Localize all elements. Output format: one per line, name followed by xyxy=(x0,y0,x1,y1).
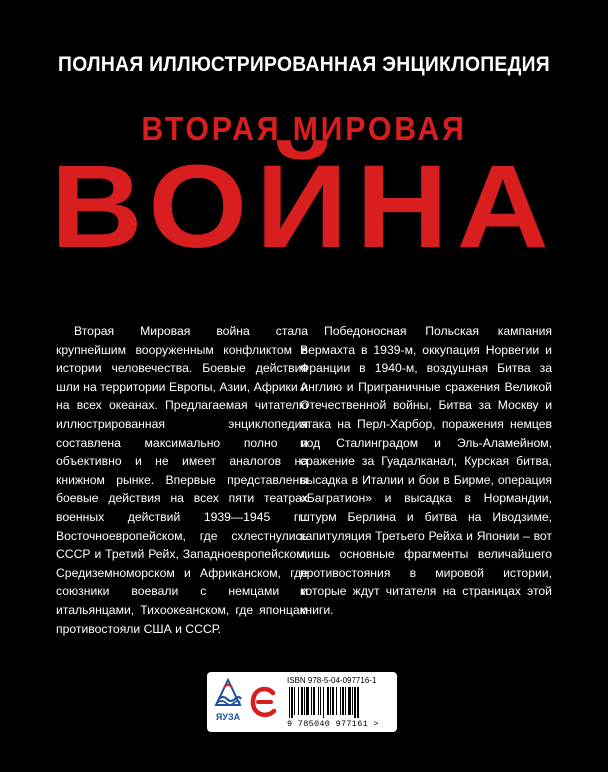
barcode-bar xyxy=(291,687,293,718)
barcode-bar xyxy=(330,687,331,715)
barcode-bar xyxy=(306,687,309,715)
barcode-bar xyxy=(348,687,351,715)
barcode-bar xyxy=(318,687,319,715)
barcode-bar xyxy=(294,687,295,715)
barcode-bar xyxy=(304,687,305,715)
barcode-bar xyxy=(311,687,312,715)
isbn-badge xyxy=(207,672,397,732)
barcode-bar xyxy=(289,687,290,718)
barcode-bar xyxy=(320,687,321,715)
barcode-bar xyxy=(301,687,303,715)
cover-subtitle: ВТОРАЯ МИРОВАЯ xyxy=(141,110,467,147)
yauza-logo-icon xyxy=(213,677,243,727)
barcode-digits: 9 785040 977161 > xyxy=(287,719,379,729)
blurb-left-column: Вторая Мировая война стала крупнейшим вооруженным конфликтом в истории человечества. Боевые действия шли на территории Европы, Азии, Африки и на всех океанах. Предлагаемая читателю иллюстрированная энциклопедия составлена максимально полно и объективно и не имеет аналогов на книжном рынке. Впервые представлены боевые действия на всех пяти театрах военных действий 1939—1945 гг.: Восточноевропейском, где схлестнулись СССР и Третий Рейх, Западноевропейском, Средиземноморском и Африканском, где союзники воевали с немцами и итальянцами, Тихоокеанском, где японцам противостояли США и СССР. xyxy=(56,324,308,636)
barcode-bar xyxy=(298,687,299,715)
barcode-bar xyxy=(323,687,324,718)
barcode-bar xyxy=(332,687,334,715)
series-title: ПОЛНАЯ ИЛЛЮСТРИРОВАННАЯ ЭНЦИКЛОПЕДИЯ xyxy=(58,53,550,76)
eksmo-e-logo-icon xyxy=(249,684,279,720)
barcode-bar xyxy=(313,687,315,715)
barcode-bar xyxy=(354,687,356,718)
barcode-bar xyxy=(336,687,337,715)
barcode-bar xyxy=(342,687,344,715)
barcode-bar xyxy=(352,687,353,715)
yauza-logo-text: ЯУЗА xyxy=(215,712,241,722)
barcode-bar xyxy=(340,687,341,715)
isbn-number: ISBN 978-5-04-097716-1 xyxy=(287,676,377,685)
blurb-right-column: Победоносная Польская кампания Вермахта в 1939-м, оккупация Норвегии и Франции в 1940-м, воздушная Битва за Англию и Приграничные сражения Великой Отечественной войны, Битва за Москву и атака на Перл-Харбор, поражения немцев под Сталинградом и Эль-Аламейном, сражение за Гуадалканал, Курская битва, высадка в Италии и бои в Бирме, операция «Багратион» и высадка в Нормандии, штурм Берлина и битва на Иводзиме, капитуляция Третьего Рейха и Японии – вот лишь основные фрагменты величайшего противостояния в мировой истории, которые ждут читателя на страницах этой книги. xyxy=(300,324,552,617)
barcode-bar xyxy=(327,687,329,715)
barcode-bar xyxy=(345,687,346,715)
barcode-bar xyxy=(357,687,359,718)
cover-title: ВОЙНА xyxy=(50,141,558,273)
barcode xyxy=(287,687,391,718)
